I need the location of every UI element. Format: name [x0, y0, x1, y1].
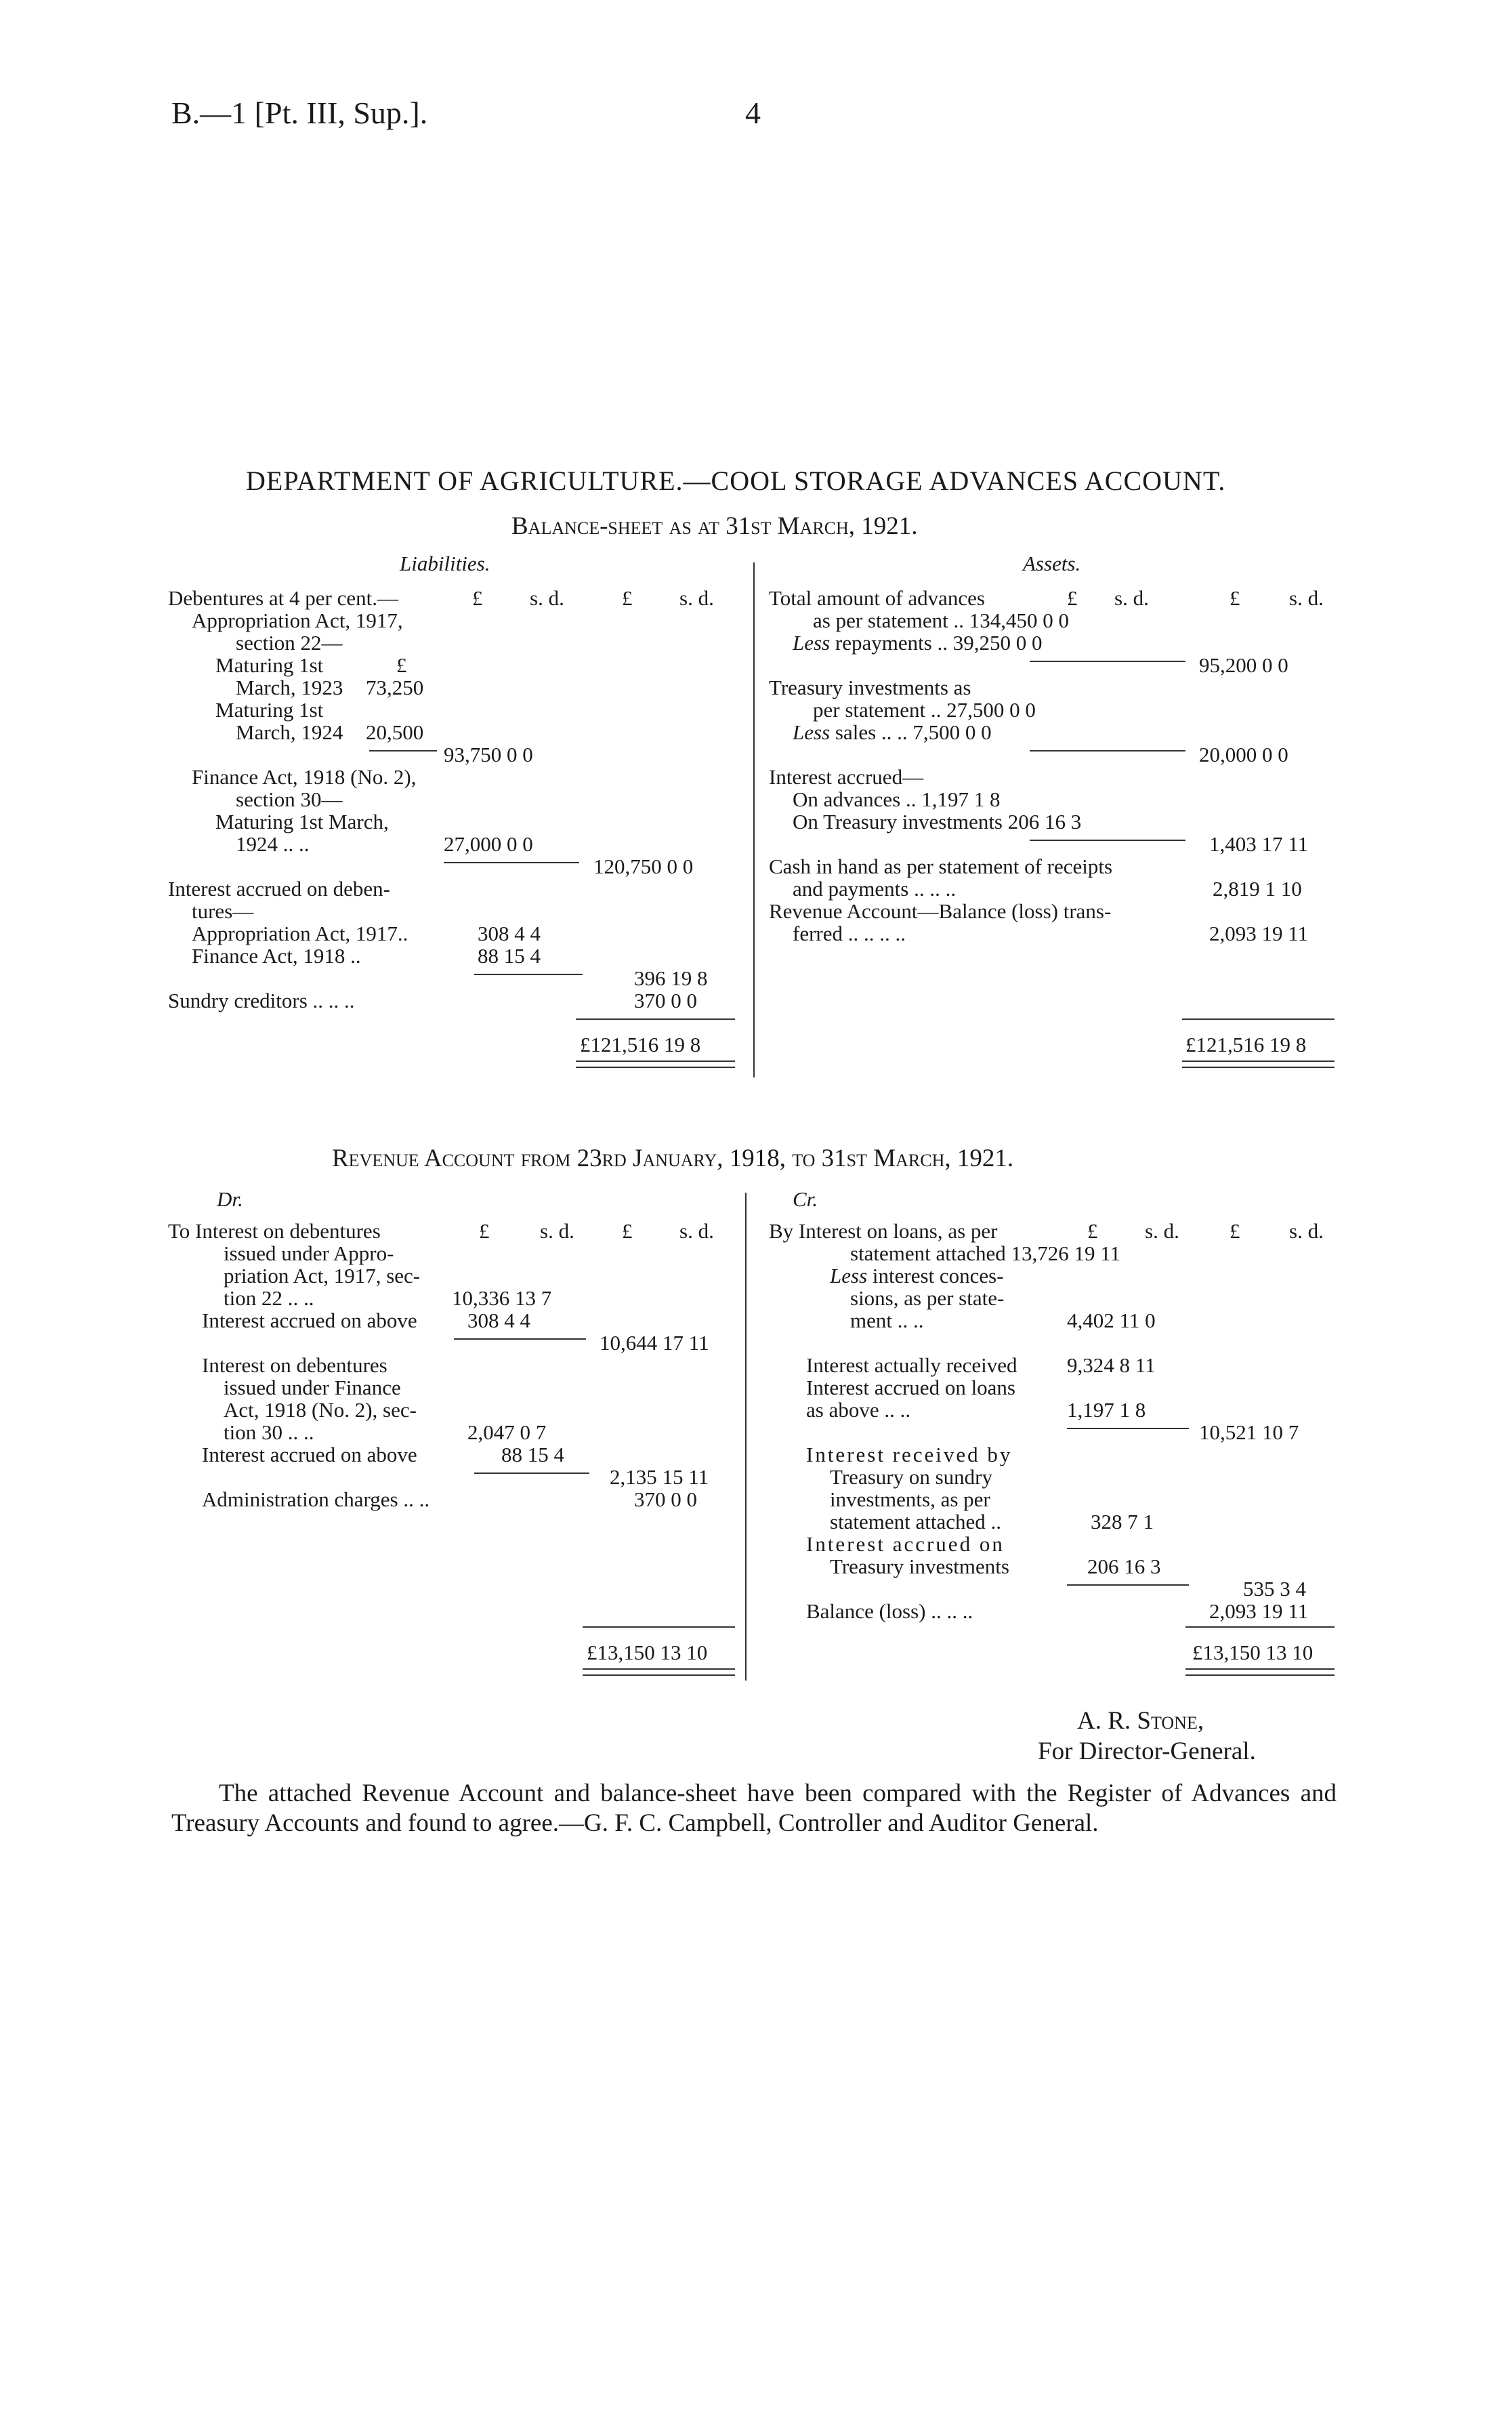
cr-b-line1-value: 9,324 8 11 — [1067, 1353, 1156, 1377]
rule — [1030, 661, 1185, 662]
dr-b-total: 2,135 15 11 — [610, 1465, 709, 1489]
dr-b-line4: tion 30 .. .. — [224, 1420, 314, 1444]
liab-interest-appropriation-value: 308 4 4 — [478, 922, 541, 945]
cr-a-line3: interest conces- — [867, 1264, 1004, 1288]
cr-c-line4: statement attached .. — [830, 1510, 1002, 1533]
assets-advances-line2: as per statement .. 134,450 0 0 — [813, 609, 1069, 632]
cr-balance-value: 2,093 19 11 — [1209, 1599, 1309, 1623]
rule — [576, 1018, 735, 1020]
dr-b-interest: Interest accrued on above — [202, 1443, 417, 1466]
liab-subtotal-appropriation: 93,750 0 0 — [444, 743, 533, 766]
liab-finance-value: 27,000 0 0 — [444, 832, 533, 856]
liab-interest-finance: Finance Act, 1918 .. — [192, 944, 361, 968]
rule — [583, 1626, 735, 1628]
dr-pound-1: £ — [479, 1219, 490, 1243]
assets-cash-line2: and payments .. .. .. — [793, 877, 957, 901]
liab-sd-2: s. d. — [679, 586, 714, 610]
liab-maturing1-pound: £ — [396, 653, 407, 677]
liab-sd-1: s. d. — [530, 586, 564, 610]
cr-balance-loss: Balance (loss) .. .. .. — [806, 1599, 973, 1623]
page-title: DEPARTMENT OF AGRICULTURE.—COOL STORAGE ADVANCES ACCOUNT. — [246, 466, 1226, 496]
auditor-note: The attached Revenue Account and balance-sheet have been compared with the Register of Advances and Treasury Accounts and found to agree.—G. F. C. Campbell, Controller and Auditor General. — [171, 1779, 1337, 1837]
assets-cash-line1: Cash in hand as per statement of receipts — [769, 855, 1113, 878]
cr-grand-total: £13,150 13 10 — [1192, 1641, 1314, 1664]
rule — [1030, 750, 1185, 751]
cr-c-line6: Treasury investments — [830, 1554, 1009, 1578]
dr-a-line2: issued under Appro- — [224, 1241, 394, 1265]
assets-advances-line3: repayments .. 39,250 0 0 — [830, 631, 1043, 655]
liab-interest-line2: tures— — [192, 899, 254, 923]
signature-role: For Director-General. — [1038, 1737, 1256, 1765]
liab-maturing2-value: 20,500 — [366, 720, 424, 744]
liab-finance-line4: 1924 .. .. — [236, 832, 310, 856]
liab-maturing2-line1: Maturing 1st — [215, 698, 324, 722]
liab-pound-2: £ — [622, 586, 633, 610]
rule — [1067, 1428, 1189, 1429]
cr-sd-2: s. d. — [1289, 1219, 1324, 1243]
rule — [474, 1473, 589, 1474]
dr-b-value: 2,047 0 7 — [467, 1420, 547, 1444]
dr-a-line4: tion 22 .. .. — [224, 1286, 314, 1310]
signature-name: A. R. Stone, — [1077, 1707, 1204, 1735]
cr-pound-1: £ — [1087, 1219, 1098, 1243]
liab-debentures-total: 120,750 0 0 — [593, 855, 694, 878]
liab-maturing1-line2: March, 1923 — [236, 676, 343, 699]
page-number: 4 — [745, 96, 761, 130]
less-word: Less — [830, 1264, 868, 1288]
assets-treasury-less — [793, 721, 992, 744]
page-header-ref: B.—1 [Pt. III, Sup.]. — [171, 96, 428, 130]
assets-treasury-line2: per statement .. 27,500 0 0 — [813, 698, 1036, 722]
liab-interest-finance-value: 88 15 4 — [478, 944, 541, 968]
assets-revenue-line1: Revenue Account—Balance (loss) trans- — [769, 899, 1112, 923]
liab-debentures-line3: section 22— — [236, 631, 343, 655]
liab-pound-1: £ — [472, 586, 483, 610]
liab-finance-line2: section 30— — [236, 787, 343, 811]
assets-cash-value: 2,819 1 10 — [1213, 877, 1302, 901]
assets-label: Assets. — [1023, 552, 1081, 575]
liab-interest-line1: Interest accrued on deben- — [168, 877, 390, 901]
balance-sheet-subtitle: Balance-sheet as at 31st March, 1921. — [511, 512, 918, 540]
rule — [1030, 840, 1185, 841]
cr-c-line2: Treasury on sundry — [830, 1465, 992, 1489]
liab-grand-total: £121,516 19 8 — [580, 1033, 701, 1056]
less-word: Less — [793, 631, 831, 655]
cr-a-line1: By Interest on loans, as per — [769, 1219, 998, 1243]
dr-a-line1: To Interest on debentures — [168, 1219, 381, 1243]
dr-a-line3: priation Act, 1917, sec- — [224, 1264, 421, 1288]
liab-sundry-creditors: Sundry creditors .. .. .. — [168, 989, 355, 1012]
assets-treasury-total: 20,000 0 0 — [1199, 743, 1288, 766]
dr-a-value: 10,336 13 7 — [452, 1286, 552, 1310]
assets-pound-1: £ — [1067, 586, 1078, 610]
dr-b-interest-value: 88 15 4 — [501, 1443, 564, 1466]
balance-divider — [753, 562, 755, 1077]
less-word: Less — [793, 720, 831, 744]
liab-maturing2-line2: March, 1924 — [236, 720, 343, 744]
dr-a-total: 10,644 17 11 — [600, 1331, 709, 1355]
cr-a-line5: ment .. .. — [850, 1309, 924, 1332]
liab-finance-line3: Maturing 1st March, — [215, 810, 389, 833]
dr-b-line3: Act, 1918 (No. 2), sec- — [224, 1398, 417, 1422]
rule — [1067, 1584, 1189, 1586]
revenue-subtitle: Revenue Account from 23rd January, 1918, to 31st March, 1921. — [332, 1145, 1014, 1172]
double-rule — [583, 1668, 735, 1676]
cr-pound-2: £ — [1230, 1219, 1240, 1243]
revenue-divider — [745, 1193, 747, 1681]
assets-sd-1: s. d. — [1114, 586, 1149, 610]
cr-a-line4: sions, as per state- — [850, 1286, 1005, 1310]
rule — [1185, 1626, 1335, 1628]
assets-advances-total: 95,200 0 0 — [1199, 653, 1288, 677]
cr-b-total: 10,521 10 7 — [1199, 1420, 1299, 1444]
liab-debentures-line2: Appropriation Act, 1917, — [192, 609, 403, 632]
assets-revenue-value: 2,093 19 11 — [1209, 922, 1309, 945]
double-rule — [1185, 1668, 1335, 1676]
rule — [369, 750, 437, 751]
dr-sd-2: s. d. — [679, 1219, 714, 1243]
assets-advances-line1: Total amount of advances — [769, 586, 985, 610]
dr-pound-2: £ — [622, 1219, 633, 1243]
liab-finance-line1: Finance Act, 1918 (No. 2), — [192, 765, 417, 789]
rule — [444, 862, 579, 863]
assets-treasury-line3: sales .. .. 7,500 0 0 — [830, 720, 992, 744]
cr-a-line5-value: 4,402 11 0 — [1067, 1309, 1156, 1332]
assets-grand-total: £121,516 19 8 — [1185, 1033, 1307, 1056]
cr-a-line2: statement attached 13,726 19 11 — [850, 1241, 1121, 1265]
cr-c-line5: Interest accrued on — [806, 1532, 1005, 1556]
cr-b-line3-value: 1,197 1 8 — [1067, 1398, 1146, 1422]
liab-sundry-value: 370 0 0 — [634, 989, 697, 1012]
liab-maturing1-value: 73,250 — [366, 676, 424, 699]
double-rule — [576, 1061, 735, 1068]
cr-label: Cr. — [793, 1187, 818, 1211]
dr-admin-charges: Administration charges .. .. — [202, 1487, 430, 1511]
dr-a-interest-value: 308 4 4 — [467, 1309, 530, 1332]
dr-b-line2: issued under Finance — [224, 1376, 401, 1399]
assets-treasury-line1: Treasury investments as — [769, 676, 971, 699]
dr-a-interest: Interest accrued on above — [202, 1309, 417, 1332]
assets-interest-total: 1,403 17 11 — [1209, 832, 1309, 856]
assets-interest-line1: Interest accrued— — [769, 765, 924, 789]
assets-pound-2: £ — [1230, 586, 1240, 610]
rule — [454, 1338, 586, 1340]
rule — [474, 974, 583, 975]
dr-sd-1: s. d. — [540, 1219, 574, 1243]
cr-b-line2: Interest accrued on loans — [806, 1376, 1016, 1399]
cr-a-less — [830, 1264, 1004, 1288]
cr-c-line6-value: 206 16 3 — [1087, 1554, 1161, 1578]
cr-c-line4-value: 328 7 1 — [1091, 1510, 1154, 1533]
liab-debentures-line1: Debentures at 4 per cent.— — [168, 586, 399, 610]
liabilities-label: Liabilities. — [400, 552, 490, 575]
cr-b-line1: Interest actually received — [806, 1353, 1017, 1377]
assets-interest-treasury: On Treasury investments 206 16 3 — [793, 810, 1082, 833]
assets-sd-2: s. d. — [1289, 586, 1324, 610]
assets-revenue-line2: ferred .. .. .. .. — [793, 922, 906, 945]
dr-label: Dr. — [217, 1187, 243, 1211]
rule — [1182, 1018, 1335, 1020]
cr-sd-1: s. d. — [1145, 1219, 1179, 1243]
liab-interest-appropriation: Appropriation Act, 1917.. — [192, 922, 408, 945]
liab-interest-total: 396 19 8 — [634, 966, 708, 990]
dr-admin-value: 370 0 0 — [634, 1487, 697, 1511]
dr-b-line1: Interest on debentures — [202, 1353, 387, 1377]
cr-c-line1: Interest received by — [806, 1443, 1013, 1466]
cr-b-line3: as above .. .. — [806, 1398, 911, 1422]
dr-grand-total: £13,150 13 10 — [587, 1641, 708, 1664]
assets-advances-less — [793, 632, 1043, 655]
assets-interest-advances: On advances .. 1,197 1 8 — [793, 787, 1001, 811]
liab-maturing1-line1: Maturing 1st — [215, 653, 324, 677]
cr-c-line3: investments, as per — [830, 1487, 990, 1511]
cr-c-total: 535 3 4 — [1243, 1577, 1306, 1601]
double-rule — [1182, 1061, 1335, 1068]
